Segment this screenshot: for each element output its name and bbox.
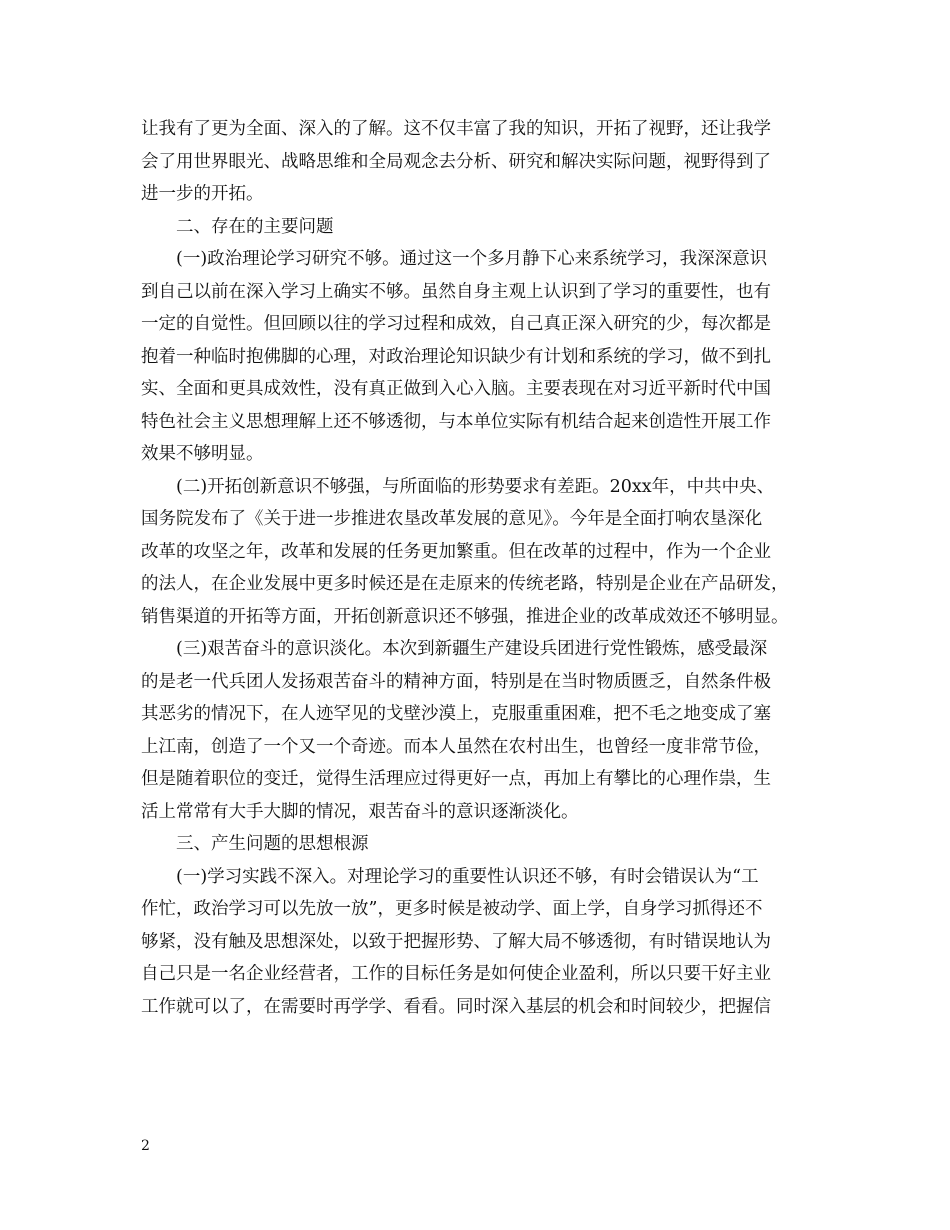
text-line: 活上常常有大手大脚的情况，艰苦奋斗的意识逐渐淡化。	[141, 801, 579, 822]
text-line: 作忙，政治学习可以先放一放”，更多时候是被动学、面上学，自身学习抓得还不	[141, 899, 763, 919]
text-line: (二)开拓创新意识不够强，与所面临的形势要求有差距。20xx年，中共中央、	[176, 476, 775, 497]
text-line: 效果不够明显。	[141, 444, 264, 464]
body-text	[141, 113, 817, 1023]
text-line: 三、产生问题的思想根源	[176, 834, 369, 854]
text-line: (一)学习实践不深入。对理论学习的重要性认识还不够，有时会错误认为“工	[176, 866, 759, 887]
text-line: 实、全面和更具成效性，没有真正做到入心入脑。主要表现在对习近平新时代中国	[141, 379, 771, 399]
text-line: 的法人，在企业发展中更多时候还是在走原来的传统老路，特别是企业在产品研发，	[141, 574, 789, 594]
text-line: 的是老一代兵团人发扬艰苦奋斗的精神方面，特别是在当时物质匮乏，自然条件极	[141, 671, 771, 692]
text-line: 抱着一种临时抱佛脚的心理，对政治理论知识缺少有计划和系统的学习，做不到扎	[141, 346, 771, 367]
page-number: 2	[141, 1138, 150, 1154]
text-line: 但是随着职位的变迁，觉得生活理应过得更好一点，再加上有攀比的心理作祟，生	[141, 769, 771, 789]
text-line: 国务院发布了《关于进一步推进农垦改革发展的意见》。今年是全面打响农垦深化	[141, 509, 763, 529]
text-line: 一定的自觉性。但回顾以往的学习过程和成效，自己真正深入研究的少，每次都是	[141, 314, 771, 334]
text-line: 二、存在的主要问题	[176, 216, 334, 237]
text-line: 让我有了更为全面、深入的了解。这不仅丰富了我的知识，开拓了视野，还让我学	[141, 119, 771, 139]
text-line: 会了用世界眼光、战略思维和全局观念去分析、研究和解决实际问题，视野得到了	[141, 151, 771, 172]
text-line: 进一步的开拓。	[141, 184, 264, 204]
text-line: 销售渠道的开拓等方面，开拓创新意识还不够强，推进企业的改革成效还不够明显。	[141, 606, 789, 627]
text-line: 其恶劣的情况下，在人迹罕见的戈壁沙漠上，克服重重困难，把不毛之地变成了塞	[141, 704, 771, 724]
text-line: (三)艰苦奋斗的意识淡化。本次到新疆生产建设兵团进行党性锻炼，感受最深	[176, 639, 768, 659]
text-line: 工作就可以了，在需要时再学学、看看。同时深入基层的机会和时间较少，把握信	[141, 996, 771, 1017]
text-line: 够紧，没有触及思想深处，以致于把握形势、了解大局不够透彻，有时错误地认为	[141, 931, 771, 952]
text-line: 到自己以前在深入学习上确实不够。虽然自身主观上认识到了学习的重要性，也有	[141, 281, 771, 302]
text-line: (一)政治理论学习研究不够。通过这一个多月静下心来系统学习，我深深意识	[176, 249, 768, 269]
text-line: 改革的攻坚之年，改革和发展的任务更加繁重。但在改革的过程中，作为一个企业	[141, 541, 771, 562]
text-line: 自己只是一名企业经营者，工作的目标任务是如何使企业盈利，所以只要干好主业	[141, 964, 771, 984]
text-line: 上江南，创造了一个又一个奇迹。而本人虽然在农村出生，也曾经一度非常节俭，	[141, 736, 771, 757]
text-line: 特色社会主义思想理解上还不够透彻，与本单位实际有机结合起来创造性开展工作	[141, 411, 771, 432]
